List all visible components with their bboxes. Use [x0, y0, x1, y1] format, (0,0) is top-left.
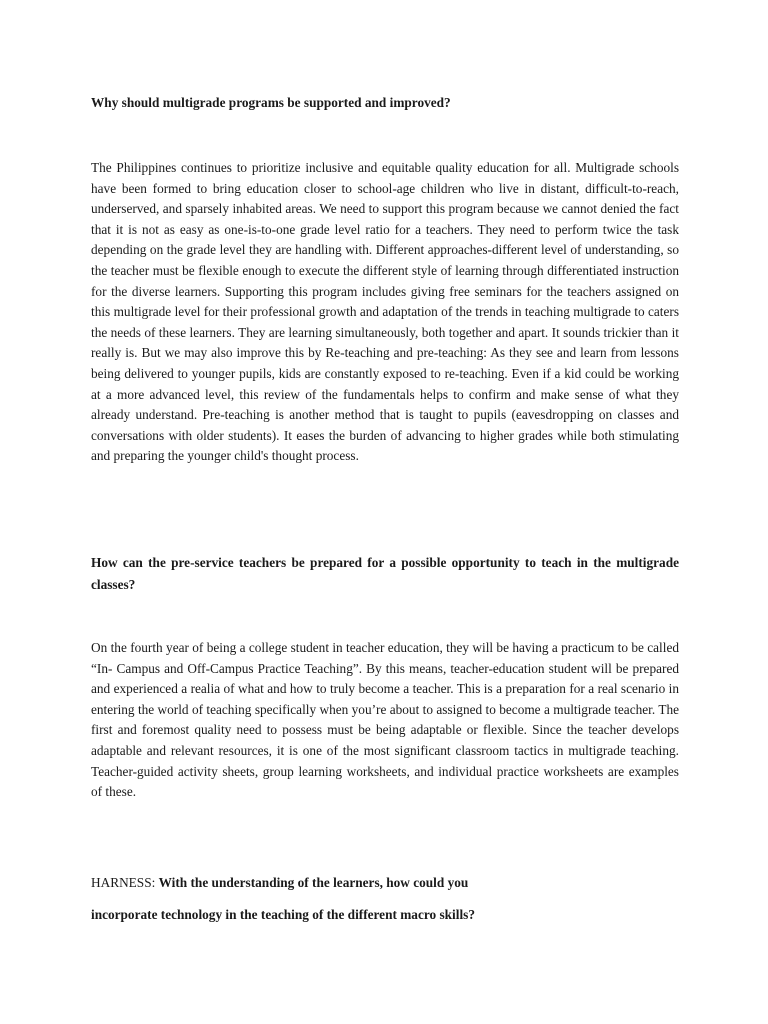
question-preservice-preparation: How can the pre-service teachers be prepared for a possible opportunity to teach in the multigrade classes?: [91, 555, 679, 592]
answer-preservice-preparation: On the fourth year of being a college student in teacher education, they will be having a practicum to be called “In- Campus and Off-Campus Practice Teaching”. By this means, teacher-education student will be prepared and experienced a realia of what and how to truly become a teacher. This is a preparation for a real scenario in entering the world of teaching specifically when you’re about to assigned to become a multigrade teacher. The first and foremost quality need to possess must be being adaptable or flexible. Since the teacher develops adaptable and relevant resources, it is one of the most significant classroom tactics in multigrade teaching. Teacher-guided activity sheets, group learning worksheets, and individual practice worksheets are examples of these.: [91, 640, 679, 800]
harness-question-text: With the understanding of the learners, how could you: [158, 875, 469, 890]
answer-multigrade-support: The Philippines continues to prioritize inclusive and equitable quality education for all. Multigrade schools have been formed to bring education closer to school-age children who live in distant, difficult-to-reach, underserved, and sparsely inhabited areas. We need to support this program because we cannot denied the fact that it is not as easy as one-is-to-one grade level ratio for a teachers. They need to perform twice the task depending on the grade level they are handling with. Different approaches-different level of understanding, so the teacher must be flexible enough to execute the different style of learning through differentiated instruction for the diverse learners. Supporting this program includes giving free seminars for the teachers assigned on this multigrade level for their professional growth and adaptation of the trends in teaching multigrade to caters the needs of these learners. They are learning simultaneously, both together and apart. It sounds trickier than it really is. But we may also improve this by Re-teaching and pre-teaching: As they see and learn from lessons being delivered to younger pupils, kids are constantly exposed to re-teaching. Even if a kid could be working at a more advanced level, this review of the fundamentals helps to confirm and make sense of what they already understand. Pre-teaching is another method that is taught to pupils (eavesdropping on classes and conversations with older students). It eases the burden of advancing to higher grades while both stimulating and preparing the younger child's thought process.: [91, 160, 679, 464]
harness-label: HARNESS:: [91, 875, 159, 890]
question-harness-line1: [91, 872, 679, 894]
question-multigrade-support: Why should multigrade programs be supported and improved?: [91, 95, 451, 110]
question-harness-line2: incorporate technology in the teaching of the different macro skills?: [91, 907, 475, 922]
